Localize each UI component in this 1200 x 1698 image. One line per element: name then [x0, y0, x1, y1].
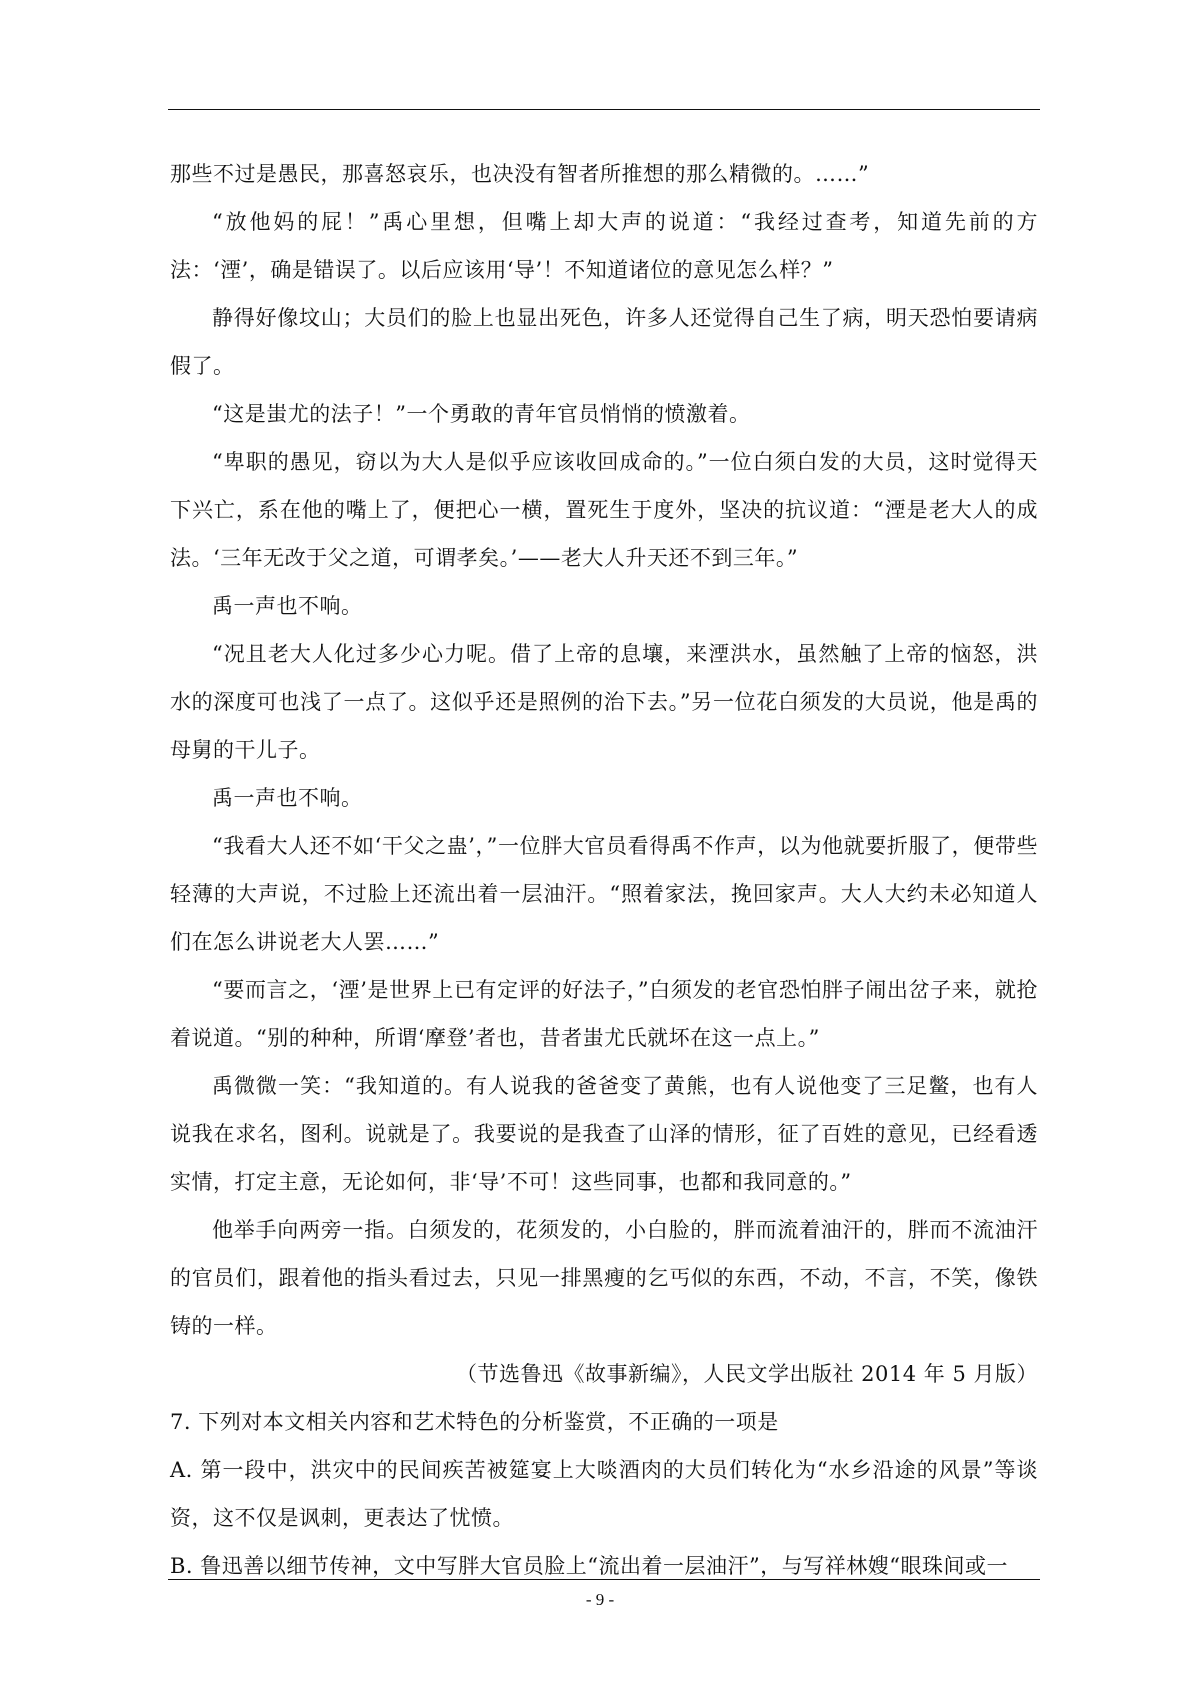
paragraph: “这是蚩尤的法子！”一个勇敢的青年官员悄悄的愤激着。	[212, 402, 751, 426]
paragraph: “我看大人还不如‘干父之蛊’，”一位胖大官员看得禹不作声，以为他就要折服了，便带些轻薄的大声说，不过脸上还流出着一层油汗。“照着家法，挽回家声。大人大约未必知道人们在怎么讲说老大人罢……”	[170, 834, 1038, 954]
source-citation: （节选鲁迅《故事新编》，人民文学出版社 2014 年 5 月版）	[455, 1362, 1038, 1386]
paragraph: “况且老大人化过多少心力呢。借了上帝的息壤，来湮洪水，虽然触了上帝的恼怒，洪水的深度可也浅了一点了。这似乎还是照例的治下去。”另一位花白须发的大员说，他是禹的母舅的干儿子。	[170, 642, 1038, 762]
footer-rule	[168, 1579, 1040, 1580]
question-stem: 7. 下列对本文相关内容和艺术特色的分析鉴赏，不正确的一项是	[170, 1410, 779, 1434]
page-content	[170, 150, 1038, 1590]
page-number: - 9 -	[585, 1590, 615, 1609]
paragraph: “放他妈的屁！”禹心里想，但嘴上却大声的说道：“我经过查考，知道先前的方法：‘湮’，确是错误了。以后应该用‘导’！不知道诸位的意见怎么样？”	[170, 210, 1038, 282]
paragraph: 他举手向两旁一指。白须发的，花须发的，小白脸的，胖而流着油汗的，胖而不流油汗的官员们，跟着他的指头看过去，只见一排黑瘦的乞丐似的东西，不动，不言，不笑，像铁铸的一样。	[170, 1218, 1038, 1338]
question-option-a: A. 第一段中，洪灾中的民间疾苦被筵宴上大啖酒肉的大员们转化为“水乡沿途的风景”等谈资，这不仅是讽刺，更表达了忧愤。	[170, 1458, 1038, 1530]
paragraph: 禹一声也不响。	[212, 594, 363, 618]
question-option-b: B. 鲁迅善以细节传神，文中写胖大官员脸上“流出着一层油汗”，与写祥林嫂“眼珠间或一	[170, 1554, 1008, 1578]
paragraph: “要而言之，‘湮’是世界上已有定评的好法子，”白须发的老官恐怕胖子闹出岔子来，就抢着说道。“别的种种，所谓‘摩登’者也，昔者蚩尤氏就坏在这一点上。”	[170, 978, 1038, 1050]
paragraph: 静得好像坟山；大员们的脸上也显出死色，许多人还觉得自己生了病，明天恐怕要请病假了。	[170, 306, 1038, 378]
paragraph: 那些不过是愚民，那喜怒哀乐，也决没有智者所推想的那么精微的。……”	[170, 162, 870, 186]
paragraph: 禹微微一笑：“我知道的。有人说我的爸爸变了黄熊，也有人说他变了三足鳖，也有人说我在求名，图利。说就是了。我要说的是我查了山泽的情形，征了百姓的意见，已经看透实情，打定主意，无论如何，非‘导’不可！这些同事，也都和我同意的。”	[170, 1074, 1038, 1194]
header-rule	[168, 109, 1040, 110]
paragraph: “卑职的愚见，窃以为大人是似乎应该收回成命的。”一位白须白发的大员，这时觉得天下兴亡，系在他的嘴上了，便把心一横，置死生于度外，坚决的抗议道：“湮是老大人的成法。‘三年无改于父之道，可谓孝矣。’——老大人升天还不到三年。”	[170, 450, 1038, 570]
paragraph: 禹一声也不响。	[212, 786, 363, 810]
